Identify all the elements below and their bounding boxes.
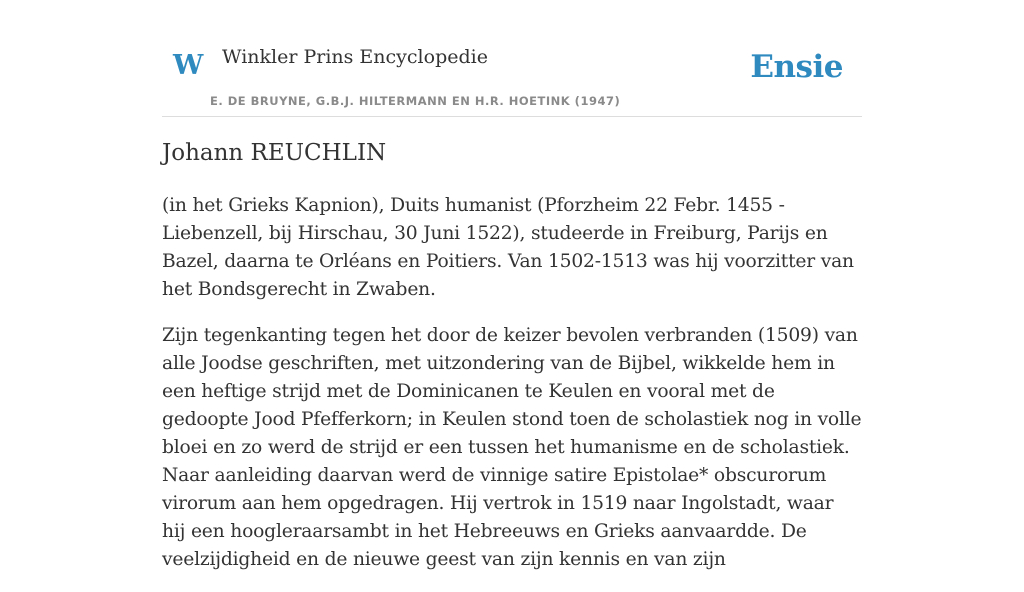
article-paragraph: Zijn tegenkanting tegen het door de keizer bevolen verbranden (1509) van alle Joodse geschriften, met uitzondering van de Bijbel, wikkelde hem in een heftige strijd met de Dominicanen te Keulen en vooral met de gedoopte Jood Pfefferkorn; in Keulen stond toen de scholastiek nog in volle bloei en zo werd de strijd er een tussen het humanisme en de scholastiek. Naar aanleiding daarvan werd de vinnige satire Epistolae* obscurorum virorum aan hem opgedragen. Hij vertrok in 1519 naar Ingolstadt, waar hij een hoogleraarsambt in het Hebreeuws en Grieks aanvaardde. De veelzijdigheid en de nieuwe geest van zijn kennis en van zijn — [162, 325, 862, 570]
article-paragraph: (in het Grieks Kapnion), Duits humanist (Pforzheim 22 Febr. 1455 - Liebenzell, bij Hirschau, 30 Juni 1522), studeerde in Freiburg, Parijs en Bazel, daarna te Orléans en Poitiers. Van 1502-1513 was hij voorzitter van het Bondsgerecht in Zwaben. — [162, 195, 854, 300]
article-page — [162, 0, 862, 570]
ensie-brand-logo[interactable]: Ensie — [750, 49, 843, 85]
article-title: Johann REUCHLIN — [162, 140, 387, 166]
article-body — [162, 192, 862, 592]
source-header — [162, 0, 862, 117]
source-title[interactable]: Winkler Prins Encyclopedie — [222, 46, 488, 68]
source-authors: E. DE BRUYNE, G.B.J. HILTERMANN EN H.R. HOETINK (1947) — [210, 94, 621, 108]
encyclopedia-logo[interactable]: W — [173, 50, 204, 81]
